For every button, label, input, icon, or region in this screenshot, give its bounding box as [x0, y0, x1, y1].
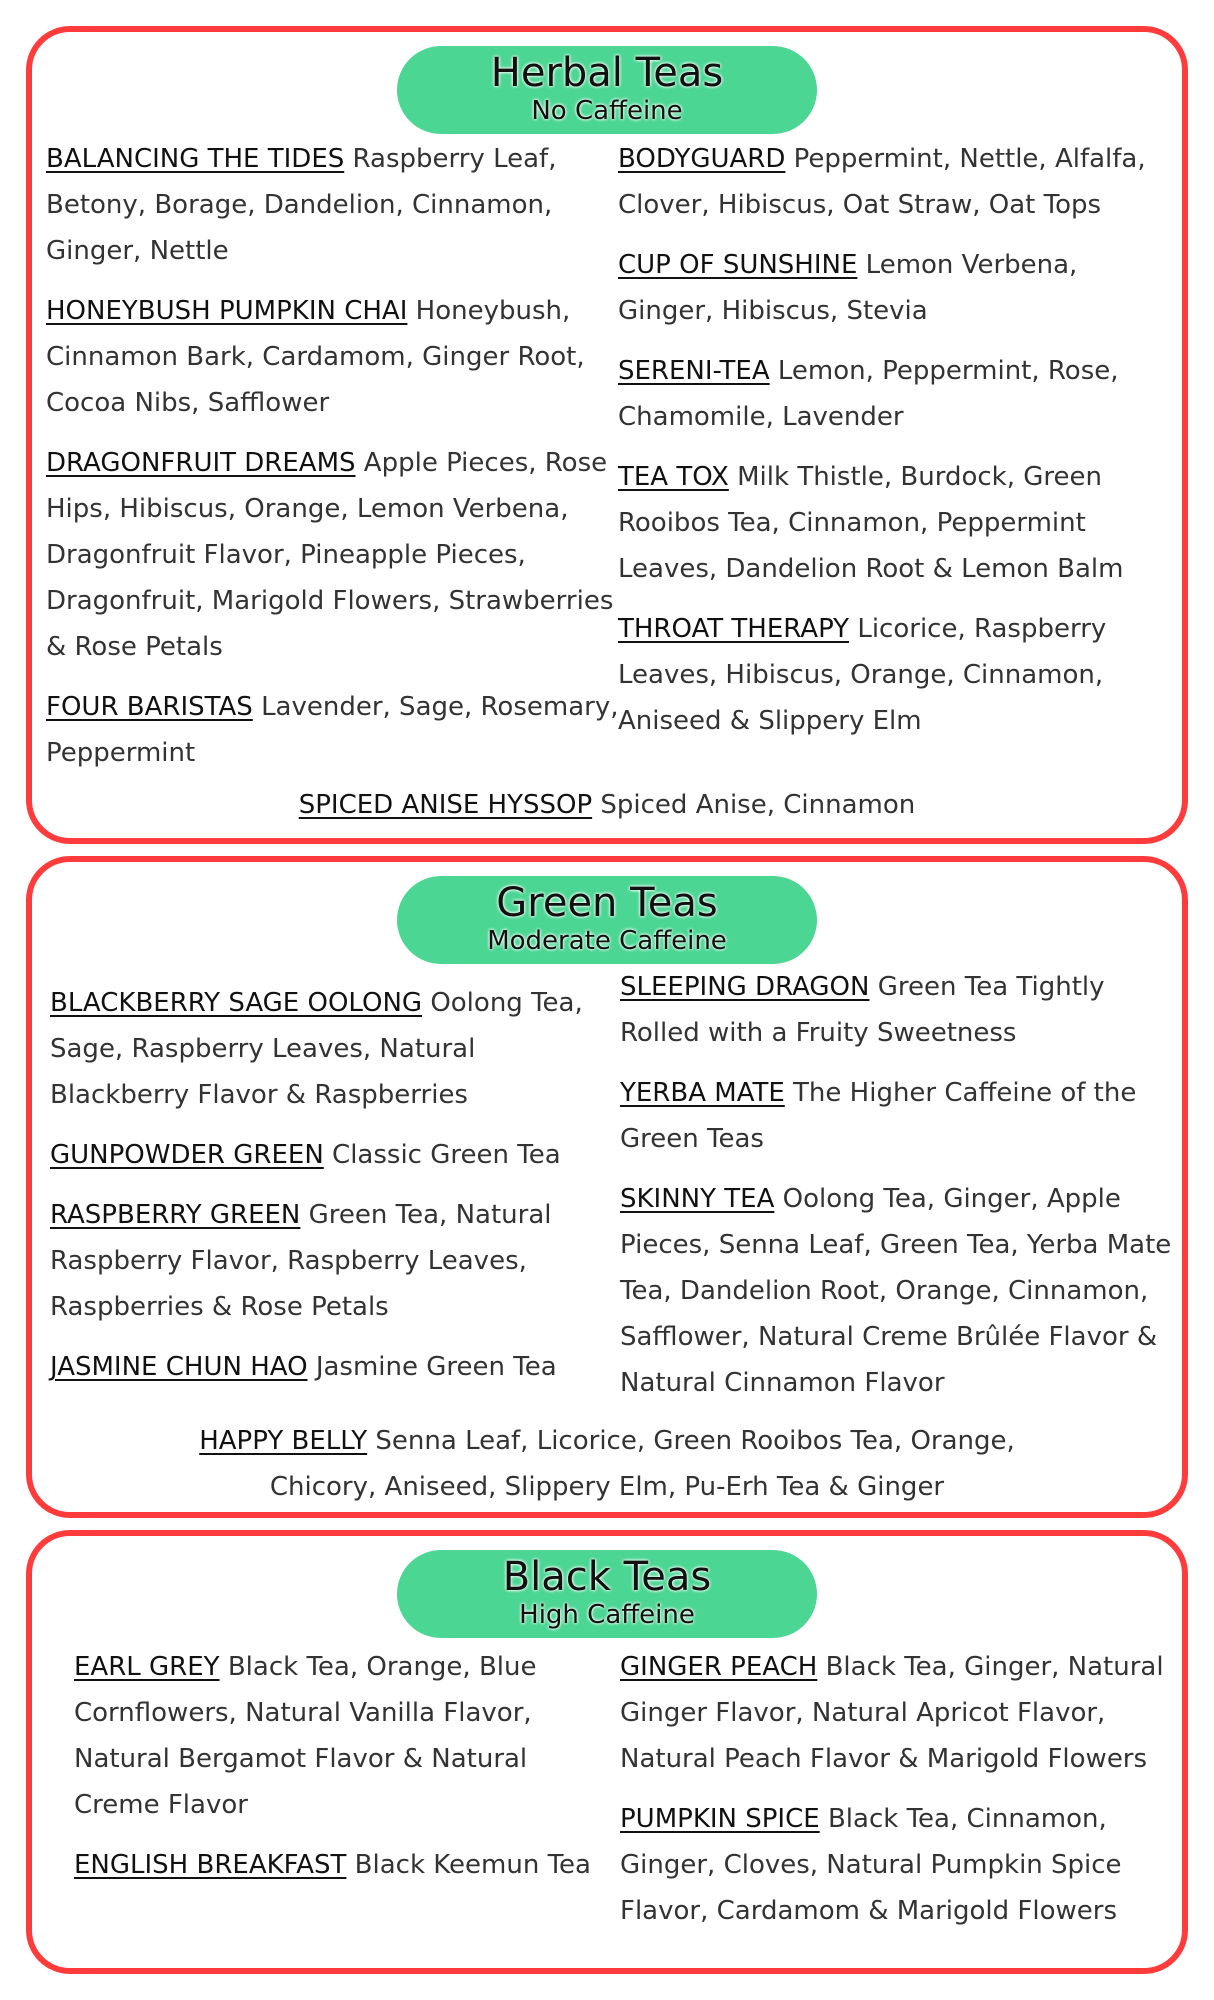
green-footer-entry — [32, 1418, 1182, 1510]
section-subtitle: Moderate Caffeine — [487, 926, 727, 956]
tea-entry — [620, 1176, 1182, 1406]
tea-ingredients: Classic Green Tea — [332, 1140, 561, 1170]
tea-entry — [618, 606, 1178, 744]
herbal-footer-entry — [32, 782, 1182, 828]
tea-ingredients: Senna Leaf, Licorice, Green Rooibos Tea, Orange, Chicory, Aniseed, Slippery Elm, Pu-Erh Tea & Ginger — [269, 1426, 1015, 1502]
tea-name: THROAT THERAPY — [618, 614, 850, 644]
tea-ingredients: Raspberry Leaf, Betony, Borage, Dandelion, Cinnamon, Ginger, Nettle — [46, 144, 557, 266]
tea-ingredients: Jasmine Green Tea — [315, 1352, 557, 1382]
black-right-column — [620, 1644, 1182, 1948]
tea-entry — [50, 1344, 622, 1390]
tea-entry — [618, 136, 1178, 228]
herbal-left-column — [46, 136, 621, 790]
tea-name: GINGER PEACH — [620, 1652, 818, 1682]
tea-name: BALANCING THE TIDES — [46, 144, 345, 174]
black-teas-header — [397, 1550, 817, 1638]
tea-ingredients: Black Tea, Orange, Blue Cornflowers, Natural Vanilla Flavor, Natural Bergamot Flavor & Natural Creme Flavor — [74, 1652, 537, 1820]
tea-name: SPICED ANISE HYSSOP — [298, 790, 593, 820]
tea-name: YERBA MATE — [620, 1078, 785, 1108]
tea-entry — [74, 1644, 604, 1828]
herbal-teas-header — [397, 46, 817, 134]
tea-entry — [46, 288, 621, 426]
tea-ingredients: Honeybush, Cinnamon Bark, Cardamom, Ginger Root, Cocoa Nibs, Safflower — [46, 296, 585, 418]
tea-name: HAPPY BELLY — [199, 1426, 368, 1456]
tea-entry — [620, 964, 1182, 1056]
tea-ingredients: Lavender, Sage, Rosemary, Peppermint — [46, 692, 619, 768]
tea-ingredients: Peppermint, Nettle, Alfalfa, Clover, Hibiscus, Oat Straw, Oat Tops — [618, 144, 1146, 220]
tea-entry — [46, 440, 621, 670]
tea-entry — [46, 136, 621, 274]
tea-ingredients: Black Tea, Cinnamon, Ginger, Cloves, Natural Pumpkin Spice Flavor, Cardamom & Marigold Flowers — [620, 1804, 1122, 1926]
tea-ingredients: Milk Thistle, Burdock, Green Rooibos Tea, Cinnamon, Peppermint Leaves, Dandelion Root & Lemon Balm — [618, 462, 1124, 584]
tea-ingredients: Lemon, Peppermint, Rose, Chamomile, Lavender — [618, 356, 1119, 432]
tea-name: SLEEPING DRAGON — [620, 972, 870, 1002]
tea-name: ENGLISH BREAKFAST — [74, 1850, 347, 1880]
green-teas-header — [397, 876, 817, 964]
tea-name: GUNPOWDER GREEN — [50, 1140, 324, 1170]
tea-name: PUMPKIN SPICE — [620, 1804, 820, 1834]
herbal-teas-panel — [26, 26, 1188, 844]
tea-ingredients: Black Keemun Tea — [354, 1850, 591, 1880]
tea-name: EARL GREY — [74, 1652, 220, 1682]
tea-entry — [620, 1796, 1182, 1934]
tea-ingredients: Green Tea Tightly Rolled with a Fruity Sweetness — [620, 972, 1105, 1048]
tea-entry — [50, 1192, 622, 1330]
tea-ingredients: Black Tea, Ginger, Natural Ginger Flavor, Natural Apricot Flavor, Natural Peach Flavor & Marigold Flowers — [620, 1652, 1164, 1774]
tea-entry — [620, 1644, 1182, 1782]
tea-ingredients: Apple Pieces, Rose Hips, Hibiscus, Orange, Lemon Verbena, Dragonfruit Flavor, Pineapple Pieces, Dragonfruit, Marigold Flowers, Strawberries & Rose Petals — [46, 448, 614, 662]
herbal-right-column — [618, 136, 1178, 758]
tea-name: TEA TOX — [618, 462, 729, 492]
tea-entry — [618, 348, 1178, 440]
green-left-column — [50, 980, 622, 1404]
tea-name: DRAGONFRUIT DREAMS — [46, 448, 356, 478]
tea-name: SERENI-TEA — [618, 356, 770, 386]
tea-entry — [620, 1070, 1182, 1162]
tea-ingredients: Green Tea, Natural Raspberry Flavor, Raspberry Leaves, Raspberries & Rose Petals — [50, 1200, 552, 1322]
black-left-column — [74, 1644, 604, 1902]
tea-name: SKINNY TEA — [620, 1184, 775, 1214]
tea-name: HONEYBUSH PUMPKIN CHAI — [46, 296, 408, 326]
green-teas-panel — [26, 856, 1188, 1518]
tea-name: BLACKBERRY SAGE OOLONG — [50, 988, 423, 1018]
tea-ingredients: The Higher Caffeine of the Green Teas — [620, 1078, 1137, 1154]
tea-name: FOUR BARISTAS — [46, 692, 253, 722]
tea-entry — [618, 242, 1178, 334]
section-subtitle: High Caffeine — [519, 1600, 695, 1630]
tea-name: JASMINE CHUN HAO — [50, 1352, 308, 1382]
tea-entry — [618, 454, 1178, 592]
section-title: Black Teas — [502, 1554, 712, 1600]
section-subtitle: No Caffeine — [531, 96, 683, 126]
tea-ingredients: Lemon Verbena, Ginger, Hibiscus, Stevia — [618, 250, 1078, 326]
tea-entry — [50, 980, 622, 1118]
tea-entry — [74, 1842, 604, 1888]
section-title: Green Teas — [496, 880, 718, 926]
green-right-column — [620, 964, 1182, 1420]
tea-ingredients: Oolong Tea, Sage, Raspberry Leaves, Natural Blackberry Flavor & Raspberries — [50, 988, 583, 1110]
tea-entry — [46, 684, 621, 776]
black-teas-panel — [26, 1530, 1188, 1974]
section-title: Herbal Teas — [490, 50, 724, 96]
tea-ingredients: Licorice, Raspberry Leaves, Hibiscus, Orange, Cinnamon, Aniseed & Slippery Elm — [618, 614, 1107, 736]
tea-ingredients: Spiced Anise, Cinnamon — [600, 790, 916, 820]
tea-ingredients: Oolong Tea, Ginger, Apple Pieces, Senna Leaf, Green Tea, Yerba Mate Tea, Dandelion Root, Orange, Cinnamon, Safflower, Natural Creme Brûlée Flavor & Natural Cinnamon Flavor — [620, 1184, 1172, 1398]
tea-name: CUP OF SUNSHINE — [618, 250, 858, 280]
tea-name: BODYGUARD — [618, 144, 786, 174]
tea-entry — [50, 1132, 622, 1178]
tea-name: RASPBERRY GREEN — [50, 1200, 301, 1230]
